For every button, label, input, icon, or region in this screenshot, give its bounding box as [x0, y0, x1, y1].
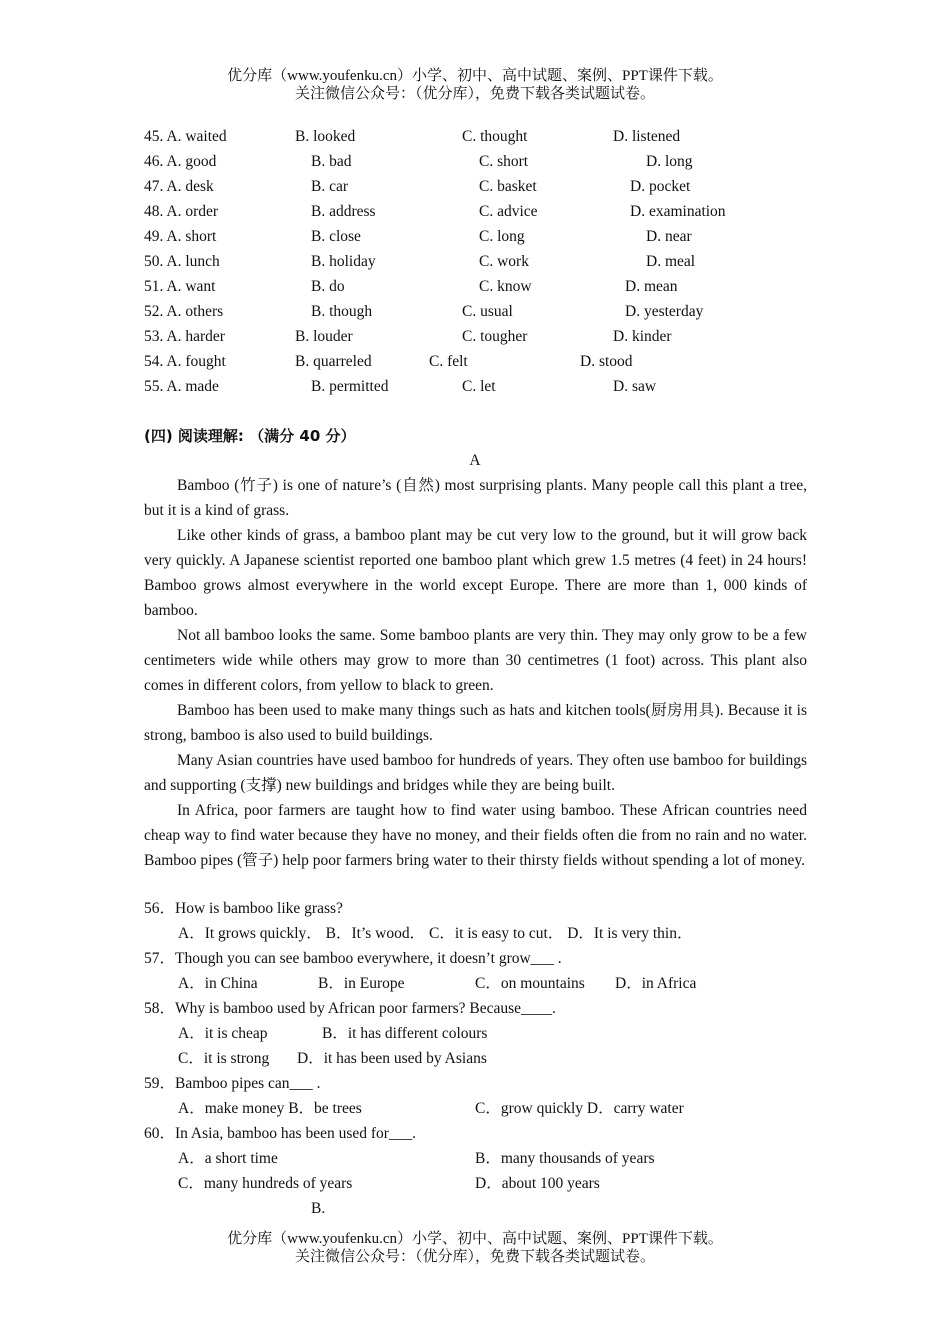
paragraph: Like other kinds of grass, a bamboo plant may be cut very low to the ground, but it will grow back very quickly. A Japanese scientist reported one bamboo plant which grew 1.5 metres (4 feet) in 24 hours! Bamboo grows almost everywhere in the world except Europe. There are more than 1, 000 kinds of bamboo.: [144, 527, 807, 619]
option-a: 49. A. short: [144, 228, 217, 245]
option-a: 47. A. desk: [144, 178, 214, 195]
paragraph: Many Asian countries have used bamboo for hundreds of years. They often use bamboo for buildings and supporting (支撑) new buildings and bridges while they are being built.: [144, 752, 807, 794]
option-d: D. pocket: [630, 178, 691, 195]
option-b: B. car: [311, 178, 349, 195]
option-c: C. short: [479, 153, 529, 170]
options-c-d: C．grow quickly D．carry water: [475, 1100, 684, 1117]
option-d: D. listened: [613, 128, 681, 145]
option-c: C. tougher: [462, 328, 528, 345]
question-57: 57．Though you can see bamboo everywhere, it doesn’t grow___ .: [144, 950, 562, 967]
option-a: 50. A. lunch: [144, 253, 220, 270]
option-a: A．it is cheap: [178, 1025, 268, 1042]
option-b: B. quarreled: [295, 353, 372, 370]
paragraph: In Africa, poor farmers are taught how to find water using bamboo. These African countries need cheap way to find water because they have no money, and their fields often die from no rain and no water. Bamboo pipes (管子) help poor farmers bring water to their thirsty fields without spending a lot of money.: [144, 802, 807, 869]
header-line-1: 优分库（www.youfenku.cn）小学、初中、高中试题、案例、PPT课件下载。: [227, 68, 723, 84]
option-a: 54. A. fought: [144, 353, 226, 370]
option-c: C．it is strong: [178, 1050, 270, 1067]
option-d: D. stood: [580, 353, 633, 370]
option-c: C．many hundreds of years: [178, 1175, 353, 1192]
option-a: 45. A. waited: [144, 128, 227, 145]
passage-label: A: [469, 452, 481, 469]
option-a: A．a short time: [178, 1150, 278, 1167]
option-d: D．in Africa: [615, 975, 697, 992]
option-b: B. close: [311, 228, 361, 245]
option-a: 53. A. harder: [144, 328, 225, 345]
option-b: B. do: [311, 278, 345, 295]
header-line-2: 关注微信公众号：（优分库），免费下载各类试题试卷。: [294, 86, 655, 102]
option-c: C. long: [479, 228, 525, 245]
next-passage-label: B.: [311, 1200, 326, 1217]
option-a: 48. A. order: [144, 203, 219, 220]
option-b: B. looked: [295, 128, 356, 145]
option-b: B．it has different colours: [322, 1025, 488, 1042]
footer-line-1: 优分库（www.youfenku.cn）小学、初中、高中试题、案例、PPT课件下载。: [227, 1231, 723, 1247]
option-d: D. examination: [630, 203, 726, 220]
option-c: C. work: [479, 253, 529, 270]
option-b: B. though: [311, 303, 373, 320]
option-a: 55. A. made: [144, 378, 219, 395]
options-a-b: A．make money B．be trees: [178, 1100, 362, 1117]
option-a: A．in China: [178, 975, 258, 992]
section-title: (四) 阅读理解: （满分 40 分）: [144, 427, 356, 445]
option-b: B．in Europe: [318, 975, 405, 992]
reading-passage: [144, 473, 807, 873]
option-d: D．it has been used by Asians: [297, 1050, 487, 1067]
option-c: C. let: [462, 378, 496, 395]
question-58: 58．Why is bamboo used by African poor farmers? Because____.: [144, 1000, 556, 1017]
option-c: C. usual: [462, 303, 513, 320]
option-c: C．on mountains: [475, 975, 585, 992]
option-b: B. address: [311, 203, 376, 220]
question-60: 60．In Asia, bamboo has been used for___.: [144, 1125, 417, 1142]
option-d: D. kinder: [613, 328, 672, 345]
option-c: C. basket: [479, 178, 537, 195]
question-59: 59．Bamboo pipes can___ .: [144, 1075, 321, 1092]
question-56-options: A．It grows quickly． B．It’s wood． C．it is easy to cut． D．It is very thin．: [178, 925, 693, 942]
option-c: C. felt: [429, 353, 468, 370]
paragraph: Bamboo has been used to make many things such as hats and kitchen tools(厨房用具). Because it is strong, bamboo is also used to build buildings.: [144, 702, 807, 744]
option-c: C. thought: [462, 128, 528, 145]
option-d: D. yesterday: [625, 303, 704, 320]
option-d: D. long: [646, 153, 693, 170]
option-a: 51. A. want: [144, 278, 216, 295]
option-a: 52. A. others: [144, 303, 224, 320]
option-c: C. advice: [479, 203, 538, 220]
footer-line-2: 关注微信公众号：（优分库），免费下载各类试题试卷。: [294, 1249, 655, 1265]
option-b: B. holiday: [311, 253, 376, 270]
option-a: 46. A. good: [144, 153, 217, 170]
option-d: D. near: [646, 228, 692, 245]
paragraph: Bamboo (竹子) is one of nature’s (自然) most surprising plants. Many people call this plant a tree, but it is a kind of grass.: [144, 477, 807, 519]
option-b: B. permitted: [311, 378, 389, 395]
paragraph: Not all bamboo looks the same. Some bamboo plants are very thin. They may only grow to be a few centimeters wide while others may grow to more than 30 centimetres (1 foot) across. This plant also comes in different colors, from yellow to black to green.: [144, 627, 807, 694]
question-56: 56．How is bamboo like grass?: [144, 900, 343, 917]
option-d: D. saw: [613, 378, 657, 395]
option-b: B. louder: [295, 328, 353, 345]
option-b: B．many thousands of years: [475, 1150, 655, 1167]
option-d: D. mean: [625, 278, 678, 295]
option-d: D. meal: [646, 253, 696, 270]
option-d: D．about 100 years: [475, 1175, 600, 1192]
option-b: B. bad: [311, 153, 352, 170]
option-c: C. know: [479, 278, 532, 295]
